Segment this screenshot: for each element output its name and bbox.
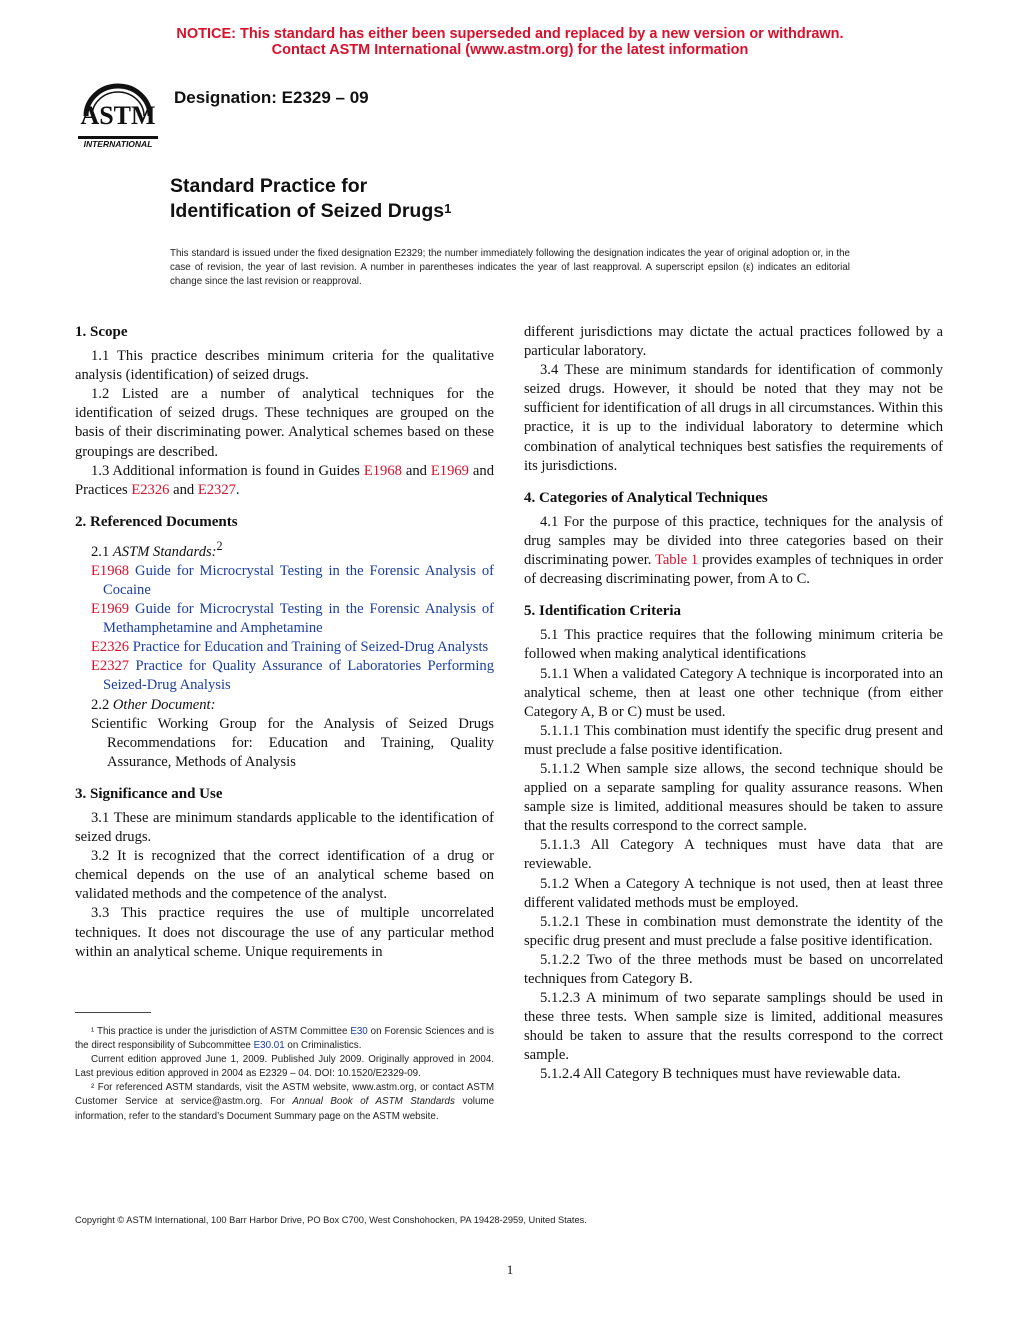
para-3-2: 3.2 It is recognized that the correct identification of a drug or chemical depends on the use of an analytical scheme based on validated methods and the competence of the analyst. — [75, 848, 494, 903]
title-footnote-marker[interactable]: 1 — [444, 201, 452, 216]
logo-subtext: INTERNATIONAL — [83, 139, 153, 149]
ref-item[interactable]: E2327 Practice for Quality Assurance of Laboratories Performing Seized-Drug Analysis — [91, 658, 495, 694]
document-title — [170, 174, 451, 224]
link-e30-01[interactable]: E30.01 — [253, 1040, 285, 1052]
section-4-heading: 4. Categories of Analytical Techniques — [524, 489, 768, 506]
notice-line-2: Contact ASTM International (www.astm.org) for the latest information — [271, 42, 749, 58]
para-5-1-2: 5.1.2 When a Category A technique is not used, then at least three different validated methods must be employed. — [524, 875, 943, 911]
para-1-2: 1.2 Listed are a number of analytical techniques for the identification of seized drugs. These techniques are grouped on the basis of their discriminating power. Analytical schemes based on these groupings are described. — [75, 386, 494, 460]
para-5-1-2-4: 5.1.2.4 All Category B techniques must have reviewable data. — [540, 1066, 901, 1083]
link-e1968[interactable]: E1968 — [363, 462, 402, 479]
para-3-3-continued: different jurisdictions may dictate the actual practices followed by a particular laboratory. — [524, 324, 943, 360]
link-e30[interactable]: E30 — [350, 1026, 368, 1037]
para-3-4: 3.4 These are minimum standards for identification of commonly seized drugs. However, it should be noted that they may not be sufficient for identification of all drugs in all circumstances. Within this practice, it is up to the individual laboratory to determine which combination of analytical techniques best satisfies the requirements of its jurisdictions. — [524, 362, 943, 474]
para-1-1: 1.1 This practice describes minimum criteria for the qualitative analysis (identification) of seized drugs. — [75, 348, 494, 384]
title-line-1: Standard Practice for — [170, 175, 368, 197]
preface-text: This standard is issued under the fixed designation E2329; the number immediately following the designation indicates the year of original adoption or, in the case of revision, the year of last revision. A number in parentheses indicates the year of last reapproval. A superscript epsilon (ε) indicates an editorial change since the last revision or reapproval. — [170, 248, 850, 288]
section-1-heading: 1. Scope — [75, 324, 128, 340]
footnote-1-edition: Current edition approved June 1, 2009. Published July 2009. Originally approved in 2004. Last previous edition approved in 2004 as E2329 – 04. DOI: 10.1520/E2329-09. — [75, 1054, 494, 1080]
para-5-1-2-1: 5.1.2.1 These in combination must demonstrate the identity of the specific drug present and must preclude a false positive identification. — [524, 913, 943, 949]
footnote-2: ² For referenced ASTM standards, visit the ASTM website, www.astm.org, or contact ASTM Customer Service at service@astm.org. For Annual Book of ASTM Standards volume information, refer to the standard’s Document Summary page on the ASTM website. — [75, 1082, 495, 1122]
page-number: 1 — [506, 1262, 514, 1277]
section-5-heading: 5. Identification Criteria — [524, 603, 682, 620]
astm-logo — [76, 76, 160, 150]
para-3-1: 3.1 These are minimum standards applicable to the identification of seized drugs. — [75, 810, 494, 846]
para-5-1-2-3: 5.1.2.3 A minimum of two separate samplings should be used in these three tests. When sample size is limited, additional measures should be taken to assure that the results correspond to the correct sample. — [524, 990, 943, 1064]
right-column — [524, 323, 943, 1085]
link-table-1[interactable]: Table 1 — [654, 552, 699, 569]
copyright: Copyright © ASTM International, 100 Barr Harbor Drive, PO Box C700, West Conshohocken, PA 19428-2959, United States. — [75, 1215, 587, 1225]
astm-logo-icon — [76, 76, 160, 150]
para-4-1: 4.1 For the purpose of this practice, techniques for the analysis of drug samples may be divided into three categories based on their discriminating power. Table 1 provides examples of techniques in order of decreasing discriminating power, from A to C. — [524, 513, 944, 588]
withdrawn-notice — [0, 26, 1020, 58]
para-5-1-1-3: 5.1.1.3 All Category A techniques must have data that are reviewable. — [524, 837, 943, 873]
designation: Designation: E2329 – 09 — [174, 88, 369, 107]
footnotes — [75, 1025, 494, 1124]
title-line-2: Identification of Seized Drugs$^1$ — [170, 200, 452, 222]
para-5-1-1: 5.1.1 When a validated Category A technique is incorporated into an analytical scheme, then at least one other technique (from either Category A, B or C) must be used. — [524, 665, 943, 720]
link-e2327[interactable]: E2327 — [197, 481, 236, 498]
para-1-3: 1.3 Additional information is found in Guides E1968 and E1969 and Practices E2326 and E2327. — [75, 462, 494, 498]
footnote-1: ¹ This practice is under the jurisdiction of ASTM Committee E30 on Forensic Sciences and is the direct responsibility of Subcommittee E30.01 on Criminalistics. — [75, 1026, 494, 1052]
ref-item[interactable]: E1968 Guide for Microcrystal Testing in the Forensic Analysis of Cocaine — [91, 562, 494, 598]
footnote-2-marker[interactable]: 2 — [216, 538, 223, 553]
para-2-1: 2.1 ASTM Standards:$^2$ — [91, 538, 223, 560]
section-3-heading: 3. Significance and Use — [75, 785, 223, 802]
section-2-heading: 2. Referenced Documents — [75, 513, 238, 530]
para-2-2: 2.2 Other Document: — [91, 696, 216, 713]
para-5-1: 5.1 This practice requires that the following minimum criteria be followed when making analytical identifications — [524, 627, 943, 663]
link-e1969[interactable]: E1969 — [430, 462, 469, 479]
footnote-separator — [75, 1012, 151, 1013]
other-document: Scientific Working Group for the Analysis of Seized Drugs Recommendations for: Education and Training, Quality Assurance, Methods of Analysis — [91, 715, 494, 770]
ref-item[interactable]: E1969 Guide for Microcrystal Testing in the Forensic Analysis of Methamphetamine and Amphetamine — [91, 601, 494, 637]
link-e2326[interactable]: E2326 — [131, 481, 170, 498]
notice-line-1: NOTICE: This standard has either been superseded and replaced by a new version or withdrawn. — [176, 26, 844, 42]
para-5-1-1-2: 5.1.1.2 When sample size allows, the second technique should be applied on a separate sampling for quality assurance reasons. When sample size is limited, additional measures should be taken to assure that the results correspond to the correct sample. — [524, 760, 943, 835]
para-5-1-1-1: 5.1.1.1 This combination must identify the specific drug present and must preclude a false positive identification. — [524, 722, 943, 758]
left-column — [75, 323, 494, 962]
logo-text: ASTM — [80, 101, 156, 130]
para-3-3: 3.3 This practice requires the use of multiple uncorrelated techniques. It does not discourage the use of any particular method within an analytical scheme. Unique requirements in — [75, 905, 494, 960]
ref-item[interactable]: E2326 Practice for Education and Training of Seized-Drug Analysts — [91, 639, 489, 656]
para-5-1-2-2: 5.1.2.2 Two of the three methods must be based on uncorrelated techniques from Category B. — [524, 951, 943, 987]
